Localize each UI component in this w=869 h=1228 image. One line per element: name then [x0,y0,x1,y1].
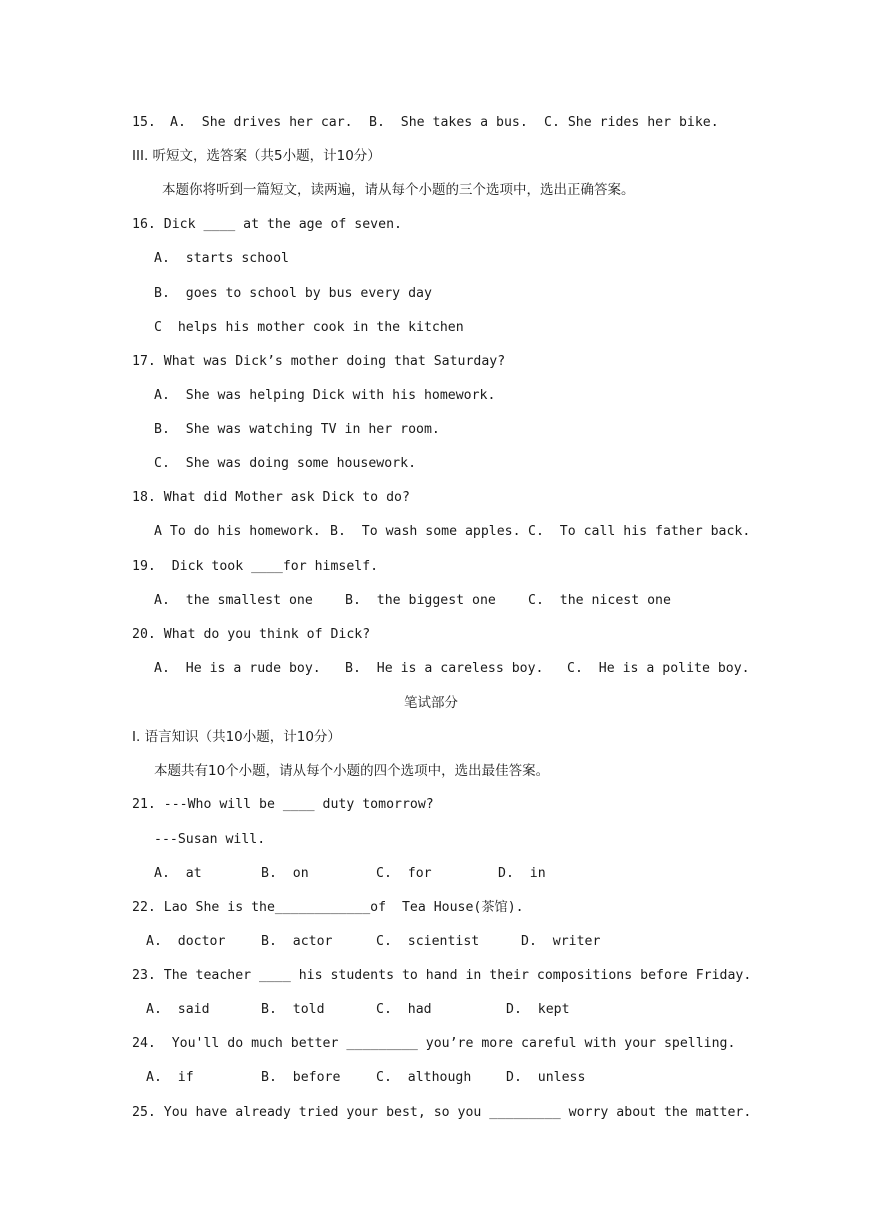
q21-option-d: D. in [498,866,546,881]
q22-stem: 22. Lao She is the____________of Tea House(茶馆). [132,900,524,915]
q20-option-c: C. He is a polite boy. [567,661,750,676]
q23-stem: 23. The teacher ____ his students to hand in their compositions before Friday. [132,968,752,983]
q18-option-b: B. To wash some apples. [330,524,521,539]
q18-option-a: A To do his homework. [154,524,321,539]
q24-option-b: B. before [261,1070,341,1085]
q24-option-c: C. although [376,1070,472,1085]
q20-stem: 20. What do you think of Dick? [132,627,371,642]
q19-option-b: B. the biggest one [345,593,496,608]
q16-stem: 16. Dick ____ at the age of seven. [132,217,402,232]
q21-option-c: C. for [376,866,432,881]
q25-stem: 25. You have already tried your best, so you _________ worry about the matter. [132,1105,752,1120]
q21-answer-line: ---Susan will. [154,832,266,847]
q17-option-b: B. She was watching TV in her room. [154,422,440,437]
q16-option-a: A. starts school [154,251,289,266]
written-part-title: 笔试部分 [404,695,458,711]
q24-option-d: D. unless [506,1070,586,1085]
q17-option-c: C. She was doing some housework. [154,456,417,471]
q16-option-c: C helps his mother cook in the kitchen [154,320,464,335]
q23-option-a: A. said [146,1002,210,1017]
q23-option-b: B. told [261,1002,325,1017]
q15-option-c: C. She rides her bike. [544,115,719,130]
q23-option-c: C. had [376,1002,432,1017]
q15-option-b: B. She takes a bus. [369,115,528,130]
q20-option-a: A. He is a rude boy. [154,661,321,676]
section3-title: III. 听短文，选答案（共5小题，计10分） [132,148,381,164]
q22-option-d: D. writer [521,934,601,949]
q21-option-b: B. on [261,866,309,881]
q15-number: 15. [132,115,156,130]
q15-option-a: A. She drives her car. [170,115,353,130]
q18-stem: 18. What did Mother ask Dick to do? [132,490,410,505]
q19-stem: 19. Dick took ____for himself. [132,559,379,574]
q22-option-a: A. doctor [146,934,226,949]
q21-stem: 21. ---Who will be ____ duty tomorrow? [132,797,434,812]
q16-option-b: B. goes to school by bus every day [154,286,432,301]
q19-option-c: C. the nicest one [528,593,671,608]
q24-stem: 24. You'll do much better _________ you’re more careful with your spelling. [132,1036,736,1051]
q22-option-c: C. scientist [376,934,480,949]
q20-option-b: B. He is a careless boy. [345,661,544,676]
q24-option-a: A. if [146,1070,194,1085]
section3-instructions: 本题你将听到一篇短文，读两遍，请从每个小题的三个选项中，选出正确答案。 [162,182,635,198]
q17-stem: 17. What was Dick’s mother doing that Saturday? [132,354,506,369]
q22-option-b: B. actor [261,934,333,949]
q17-option-a: A. She was helping Dick with his homework. [154,388,496,403]
section1-instructions: 本题共有10个小题，请从每个小题的四个选项中，选出最佳答案。 [154,763,550,779]
q19-option-a: A. the smallest one [154,593,313,608]
q23-option-d: D. kept [506,1002,570,1017]
q18-option-c: C. To call his father back. [528,524,751,539]
q21-option-a: A. at [154,866,202,881]
section1-title: I. 语言知识（共10小题，计10分） [132,729,341,745]
